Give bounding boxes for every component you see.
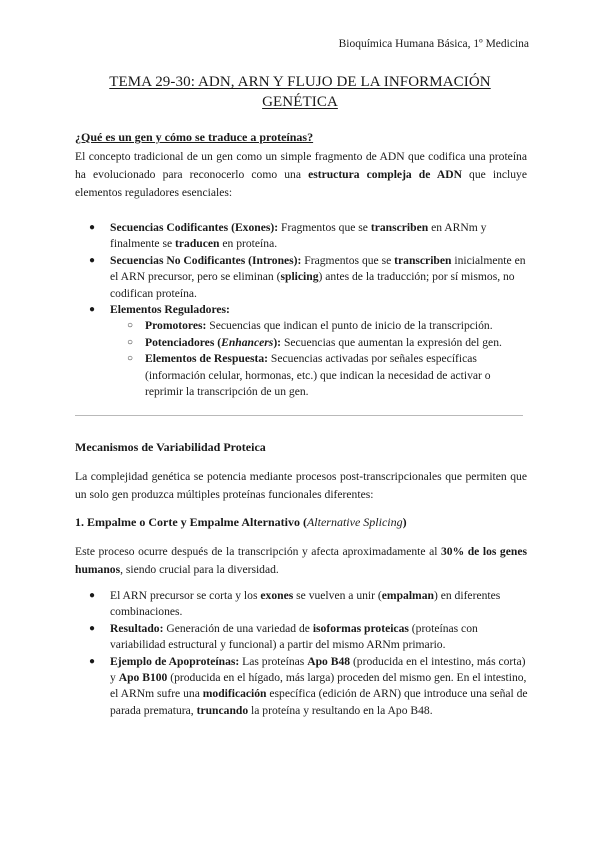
list-item: ○ Elementos de Respuesta: Secuencias activadas por señales específicas (información celular, hormonas, etc.) que indican la necesidad de activar o reprimir la transcripción de un gen. xyxy=(127,352,491,399)
list-item: ● Secuencias Codificantes (Exones): Fragmentos que se transcriben en ARNm y finalmente se traducen en proteína. xyxy=(89,221,487,251)
hollow-bullet-icon: ○ xyxy=(127,353,134,365)
bullet-icon: ● xyxy=(89,304,96,316)
section-divider xyxy=(75,415,523,416)
splicing-list xyxy=(75,588,530,719)
bullet-icon: ● xyxy=(89,622,96,634)
splicing-heading: 1. Empalme o Corte y Empalme Alternativo (Alternative Splicing) xyxy=(75,515,407,529)
hollow-bullet-icon: ○ xyxy=(127,336,134,348)
list-item: ● Elementos Reguladores: ○ Promotores: Secuencias que indican el punto de inicio de la transcripción. ○ Potenciadores (Enhancers): Secuencias que aumentan la expresión del gen. ○ Elementos de Respuesta: Secuencias activadas por señales específicas (información celular, hormonas, etc.) que indican la necesidad de activar o reprimir la transcripción de un gen. xyxy=(75,302,530,400)
section-heading-variability: Mecanismos de Variabilidad Proteica xyxy=(75,440,266,454)
list-item: ● Resultado: Generación de una variedad de isoformas proteicas (proteínas con variabilidad estructural y funcional) a partir del mismo ARNm primario. xyxy=(89,621,478,652)
document-title: TEMA 29-30: ADN, ARN Y FLUJO DE LA INFORMACIÓN GENÉTICA xyxy=(109,74,491,110)
list-item: ● Ejemplo de Apoproteínas: Las proteínas Apo B48 (producida en el intestino, más corta) y Apo B100 (producida en el hígado, más larga) proceden del mismo gen. En el intestino, el ARNm sufre una modificación específica (edición de ARN) que introduce una señal de parada prematura, truncando la proteína y resultando en la Apo B48. xyxy=(89,654,528,717)
list-item: ○ Potenciadores (Enhancers): Secuencias que aumentan la expresión del gen. xyxy=(110,335,530,351)
course-header: Bioquímica Humana Básica, 1º Medicina xyxy=(338,38,529,50)
list-item: ● El ARN precursor se corta y los exones se vuelven a unir (empalman) en diferentes combinaciones. xyxy=(89,589,501,619)
section-heading-gene: ¿Qué es un gen y cómo se traduce a proteínas? xyxy=(75,130,314,144)
variability-intro-paragraph: La complejidad genética se potencia mediante procesos post-transcripcionales que permiten que un solo gen produzca múltiples proteínas funcionales diferentes: xyxy=(75,470,527,501)
regulators-sublist xyxy=(110,318,530,400)
splicing-paragraph: Este proceso ocurre después de la transcripción y afecta aproximadamente al 30% de los genes humanos, siendo crucial para la diversidad. xyxy=(75,545,527,576)
hollow-bullet-icon: ○ xyxy=(127,320,134,332)
gene-intro-paragraph: El concepto tradicional de un gen como un simple fragmento de ADN que codifica una proteína ha evolucionado para reconocerlo como una estructura compleja de ADN que incluye elementos reguladores esenciales: xyxy=(75,150,527,199)
bullet-icon: ● xyxy=(89,655,96,667)
bullet-icon: ● xyxy=(89,222,96,233)
bullet-icon: ● xyxy=(89,590,96,601)
gene-elements-list xyxy=(75,220,530,400)
bullet-icon: ● xyxy=(89,254,96,266)
list-item: ● Secuencias No Codificantes (Intrones): Fragmentos que se transcriben inicialmente en el ARN precursor, pero se eliminan (splicing) antes de la traducción; por sí mismos, no codifican proteína. xyxy=(89,253,526,300)
list-item: ○ Promotores: Secuencias que indican el punto de inicio de la transcripción. xyxy=(110,318,530,334)
